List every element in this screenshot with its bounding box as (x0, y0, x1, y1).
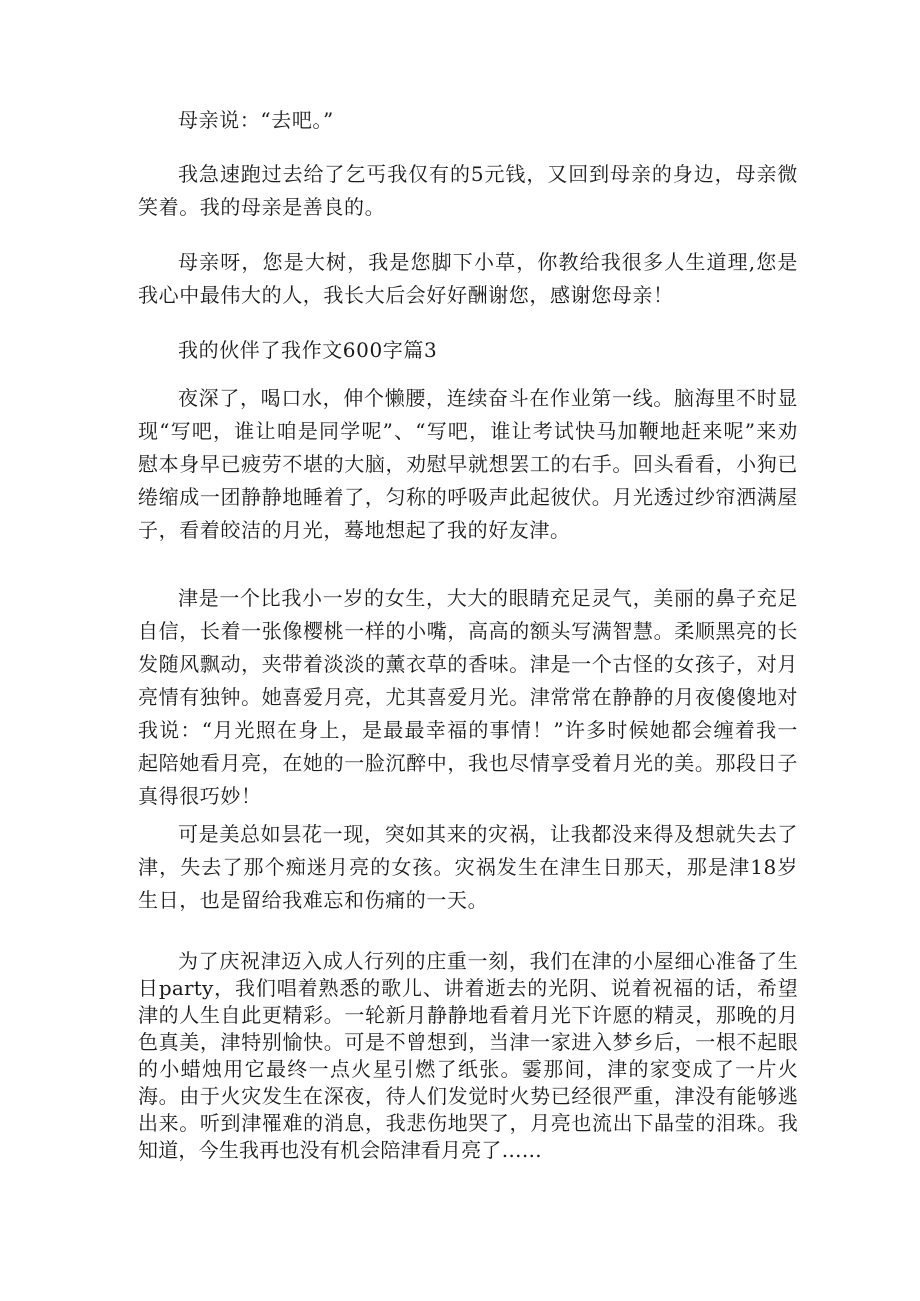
paragraph-gave-money: 我急速跑过去给了乞丐我仅有的5元钱，又回到母亲的身边，母亲微笑着。我的母亲是善良的。 (138, 162, 798, 219)
section-heading: 我的伙伴了我作文600字篇3 (178, 338, 438, 362)
paragraph-mother-says-go: 母亲说：“去吧。” (178, 108, 334, 132)
paragraph-thank-mother: 母亲呀，您是大树，我是您脚下小草，你教给我很多人生道理,您是我心中最伟大的人，我长大后会好好酬谢您，感谢您母亲！ (138, 250, 798, 307)
paragraph-late-night: 夜深了，喝口水，伸个懒腰，连续奋斗在作业第一线。脑海里不时显现“写吧，谁让咱是同学呢”、“写吧，谁让考试快马加鞭地赶来呢”来劝慰本身早已疲劳不堪的大脑，劝慰早就想罢工的右手。回头看看，小狗已绻缩成一团静静地睡着了，匀称的呼吸声此起彼伏。月光透过纱帘洒满屋子，看着皎洁的月光，蓦地想起了我的好友津。 (138, 386, 798, 542)
paragraph-birthday-fire: 为了庆祝津迈入成人行列的庄重一刻，我们在津的小屋细心准备了生日party，我们唱着熟悉的歌儿、讲着逝去的光阴、说着祝福的话，希望津的人生自此更精彩。一轮新月静静地看着月光下许愿的精灵，那晚的月色真美，津特别愉快。可是不曾想到，当津一家进入梦乡后，一根不起眼的小蜡烛用它最终一点火星引燃了纸张。霎那间，津的家变成了一片火海。由于火灾发生在深夜，待人们发觉时火势已经很严重，津没有能够逃出来。听到津罹难的消息，我悲伤地哭了，月亮也流出下晶莹的泪珠。我知道，今生我再也没有机会陪津看月亮了…… (138, 949, 798, 1162)
paragraph-about-jin: 津是一个比我小一岁的女生，大大的眼睛充足灵气，美丽的鼻子充足自信，长着一张像樱桃一样的小嘴，高高的额头写满智慧。柔顺黑亮的长发随风飘动，夹带着淡淡的薰衣草的香味。津是一个古怪的女孩子，对月亮情有独钟。她喜爱月亮，尤其喜爱月光。津常常在静静的月夜傻傻地对我说：“月光照在身上，是最最幸福的事情！”许多时候她都会缠着我一起陪她看月亮，在她的一脸沉醉中，我也尽情享受着月光的美。那段日子真得很巧妙！ (138, 586, 798, 808)
paragraph-disaster: 可是美总如昙花一现，突如其来的灾祸，让我都没来得及想就失去了津，失去了那个痴迷月亮的女孩。灾祸发生在津生日那天，那是津18岁生日，也是留给我难忘和伤痛的一天。 (138, 822, 798, 912)
